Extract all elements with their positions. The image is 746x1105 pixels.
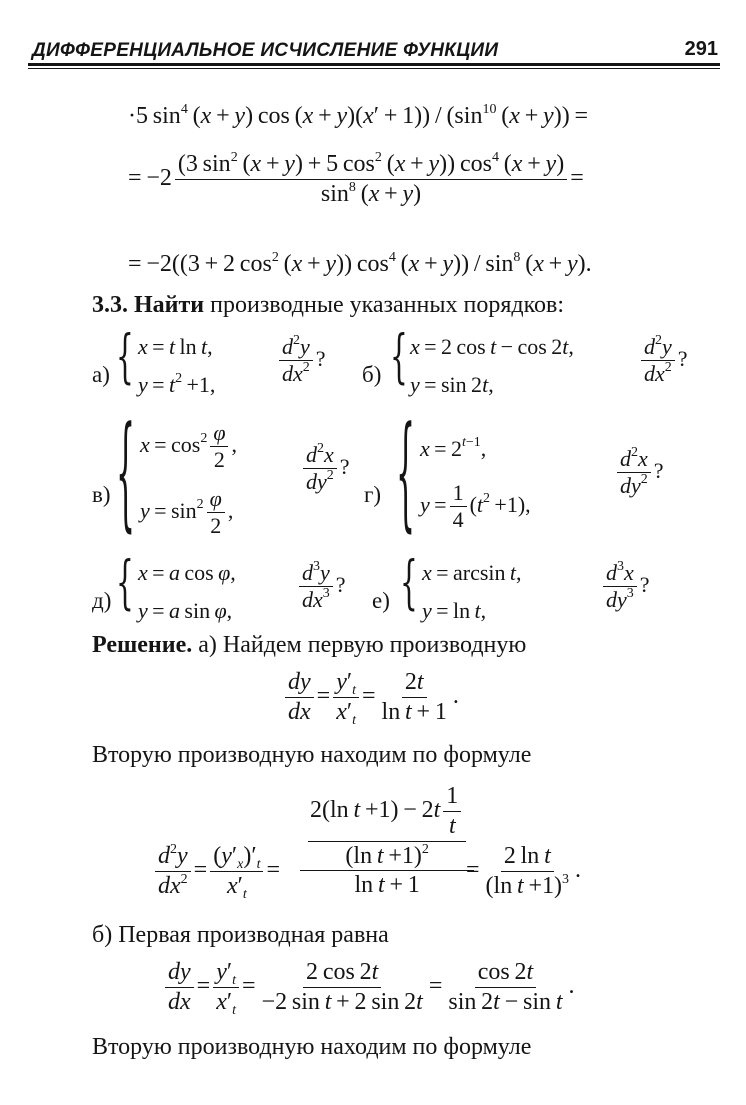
derivation-line-1: ·5 $\sin^4 (x + y)$ $\cos (x + y)(x' + 1)) / (\sin^{10}$ (x + y)) = bbox=[128, 102, 589, 129]
label-e: е) bbox=[372, 588, 390, 613]
system-v-eq1: $x = \cos^2$ $\frac{\varphi}{2}$ , bbox=[140, 420, 237, 473]
solution-keyword: Решение. bbox=[92, 632, 193, 658]
label-b: б) bbox=[362, 362, 382, 387]
second-derivative-a-lhs: $\frac{d^2y}{dx^2}$ = $\frac{(y'_x)'_t}{x'_t}$ = bbox=[152, 842, 280, 901]
label-g: г) bbox=[364, 482, 382, 507]
second-derivative-a-big-fraction: 2(ln t +1) − 2t $\frac{1}{t}$ (ln t +1)$^2$ ln t + 1 bbox=[300, 782, 474, 900]
question-e: $\frac{d^3x}{dy^3}$ ? bbox=[600, 560, 650, 614]
question-v: $\frac{d^2x}{dy^2}$ ? bbox=[300, 442, 350, 496]
label-a: а) bbox=[92, 362, 110, 387]
page-header bbox=[28, 36, 720, 70]
system-a-eq2: $y = t^2 +1$, bbox=[138, 371, 216, 397]
problem-number: 3.3. bbox=[92, 292, 128, 318]
question-g: $\frac{d^2x}{dy^2}$ ? bbox=[614, 446, 664, 500]
question-a: $\frac{d^2y}{dx^2}$ ? bbox=[276, 334, 326, 388]
question-b: $\frac{d^2y}{dx^2}$ ? bbox=[638, 334, 688, 388]
solution-intro bbox=[92, 632, 526, 659]
system-a-eq1: x = t ln t, bbox=[138, 334, 213, 359]
solution-b-text: б) Первая производная равна bbox=[92, 922, 389, 948]
question-d: $\frac{d^3y}{dx^3}$ ? bbox=[296, 560, 346, 614]
derivation-line-2: = −2 $\frac{(3 \sin^2 (x + y) + 5 \cos^2 (x + y)) \cos^4 (x + y)}{\sin^8 (x + y)}$ = bbox=[128, 150, 584, 207]
brace-b: { bbox=[390, 323, 408, 391]
problem-text: производные указанных порядков: bbox=[204, 292, 565, 318]
system-g-eq1: $x = 2^{t-1}$, bbox=[420, 435, 487, 461]
system-b-eq1: x = 2 cos t − cos 2t, bbox=[410, 334, 574, 359]
first-derivative-a: $\frac{dy}{dx}$ = $\frac{y'_t}{x'_t}$ = $\frac{2t}{\text{ln t + 1}}$ . bbox=[282, 668, 459, 727]
problem-statement bbox=[92, 292, 564, 319]
system-d-eq2: y = a sin φ, bbox=[138, 598, 233, 623]
system-v-eq2: $y = \sin^2$ $\frac{\varphi}{2}$ , bbox=[140, 486, 234, 539]
running-title: ДИФФЕРЕНЦИАЛЬНОЕ ИСЧИСЛЕНИЕ ФУНКЦИИ bbox=[32, 40, 499, 61]
solution-a-text: а) Найдем первую производную bbox=[192, 632, 527, 658]
system-d-eq1: x = a cos φ, bbox=[138, 560, 236, 585]
system-e-eq2: y = ln t, bbox=[422, 598, 487, 623]
system-e-eq1: x = arcsin t, bbox=[422, 560, 522, 585]
system-b-eq2: y = sin 2t, bbox=[410, 372, 494, 397]
header-rule bbox=[28, 63, 720, 66]
system-g-eq2: y = $\frac{1}{4}$ $(t^2 +1)$, bbox=[420, 480, 531, 533]
derivation-line-3: = −2((3 + 2 $\cos^2 (x + y)$) $\cos^4 (x + y)) / \sin^8 (x + y)$. bbox=[128, 250, 592, 277]
brace-v: { bbox=[116, 402, 136, 546]
brace-a: { bbox=[116, 323, 134, 391]
brace-g: { bbox=[396, 402, 416, 546]
brace-d: { bbox=[116, 549, 134, 617]
header-rule-thin bbox=[28, 68, 720, 69]
second-derivative-text: Вторую производную находим по формуле bbox=[92, 742, 532, 768]
label-d: д) bbox=[92, 588, 112, 613]
label-v: в) bbox=[92, 482, 111, 507]
first-derivative-b: $\frac{dy}{dx}$ = $\frac{y'_t}{x'_t}$ = $\frac{2 \cos 2t}{\text{−2 sin t + 2 sin 2t}}$ = $\frac{\cos 2t}{\text{sin 2t − sin t}}$ . bbox=[162, 958, 574, 1017]
second-derivative-a-result: = $\frac{\text{2 ln t}}{(\ln t +1)^3}$ . bbox=[466, 843, 582, 899]
page-number: 291 bbox=[684, 38, 718, 60]
second-derivative-text-2: Вторую производную находим по формуле bbox=[92, 1034, 532, 1060]
problem-keyword: Найти bbox=[134, 292, 205, 318]
brace-e: { bbox=[400, 549, 418, 617]
